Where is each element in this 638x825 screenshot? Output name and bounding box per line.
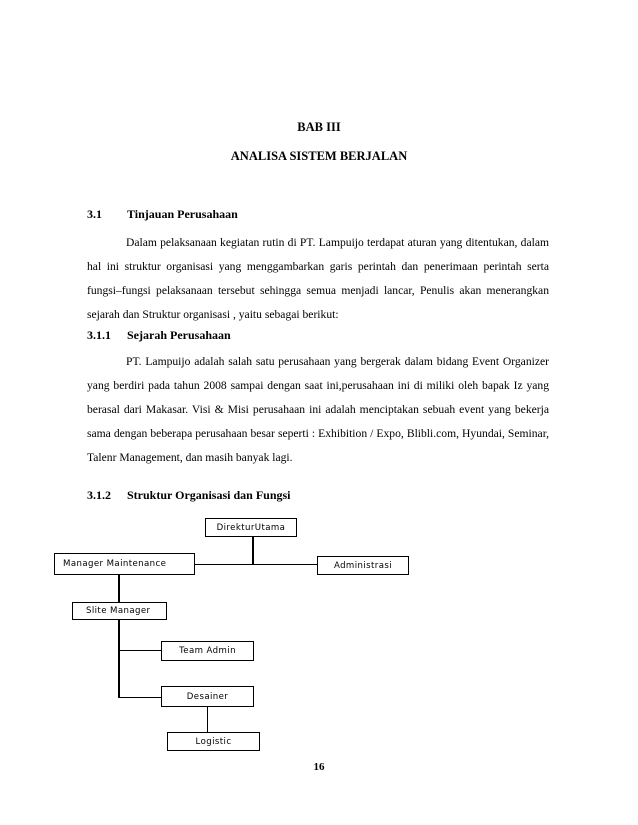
connector-line [119, 697, 161, 698]
org-label: Desainer [186, 691, 229, 702]
paragraph-intro: Dalam pelaksanaan kegiatan rutin di PT. Lampuijo terdapat aturan yang ditentukan, dalam hal ini struktur organisasi yang menggambarkan garis perintah dan penerimaan perintah serta fungsi–fungsi pelaksanaan tersebut sehingga semua menjadi lancar, Penulis akan menerangkan sejarah dan Struktur organisasi , yaitu sebagai berikut: [87, 236, 549, 321]
section-title: Struktur Organisasi dan Fungsi [127, 488, 291, 502]
org-label: Slite Manager [86, 606, 151, 616]
org-box-slite-manager [72, 602, 167, 620]
org-box-direktur [205, 518, 297, 537]
section-title: Tinjauan Perusahaan [127, 207, 238, 221]
connector-line [119, 650, 161, 651]
connector-line [207, 707, 208, 732]
page-number: 16 [313, 761, 325, 773]
org-box-administrasi [317, 556, 409, 575]
connector-line [118, 575, 120, 602]
paragraph-history: PT. Lampuijo adalah salah satu perusahaan yang bergerak dalam bidang Event Organizer yang berdiri pada tahun 2008 sampai dengan saat ini,perusahaan ini di miliki oleh bapak Iz yang berasal dari Makasar. Visi & Misi perusahaan ini adalah menciptakan sebuah event yang bekerja sama dengan beberapa perusahaan besar seperti : Exhibition / Expo, Blibli.com, Hyundai, Seminar, Talenr Management, dan masih banyak lagi. [87, 355, 549, 464]
org-label: DirekturUtama [216, 522, 286, 533]
section-number: 3.1.1 [87, 328, 111, 342]
connector-line [118, 620, 120, 698]
org-box-team-admin [161, 641, 254, 661]
org-box-manager-maintenance [54, 553, 195, 575]
connector-line [252, 537, 254, 565]
org-label: Logistic [195, 736, 232, 747]
chapter-title: ANALISA SISTEM BERJALAN [230, 149, 408, 163]
section-number: 3.1.2 [87, 488, 111, 502]
section-title: Sejarah Perusahaan [127, 328, 231, 342]
connector-line [195, 564, 317, 565]
chapter-label: BAB III [297, 120, 341, 134]
section-number: 3.1 [87, 207, 102, 221]
org-label: Manager Maintenance [63, 559, 167, 569]
org-label: Team Admin [179, 646, 236, 656]
org-box-logistic [167, 732, 260, 751]
org-label: Administrasi [333, 560, 393, 571]
org-box-desainer [161, 686, 254, 707]
